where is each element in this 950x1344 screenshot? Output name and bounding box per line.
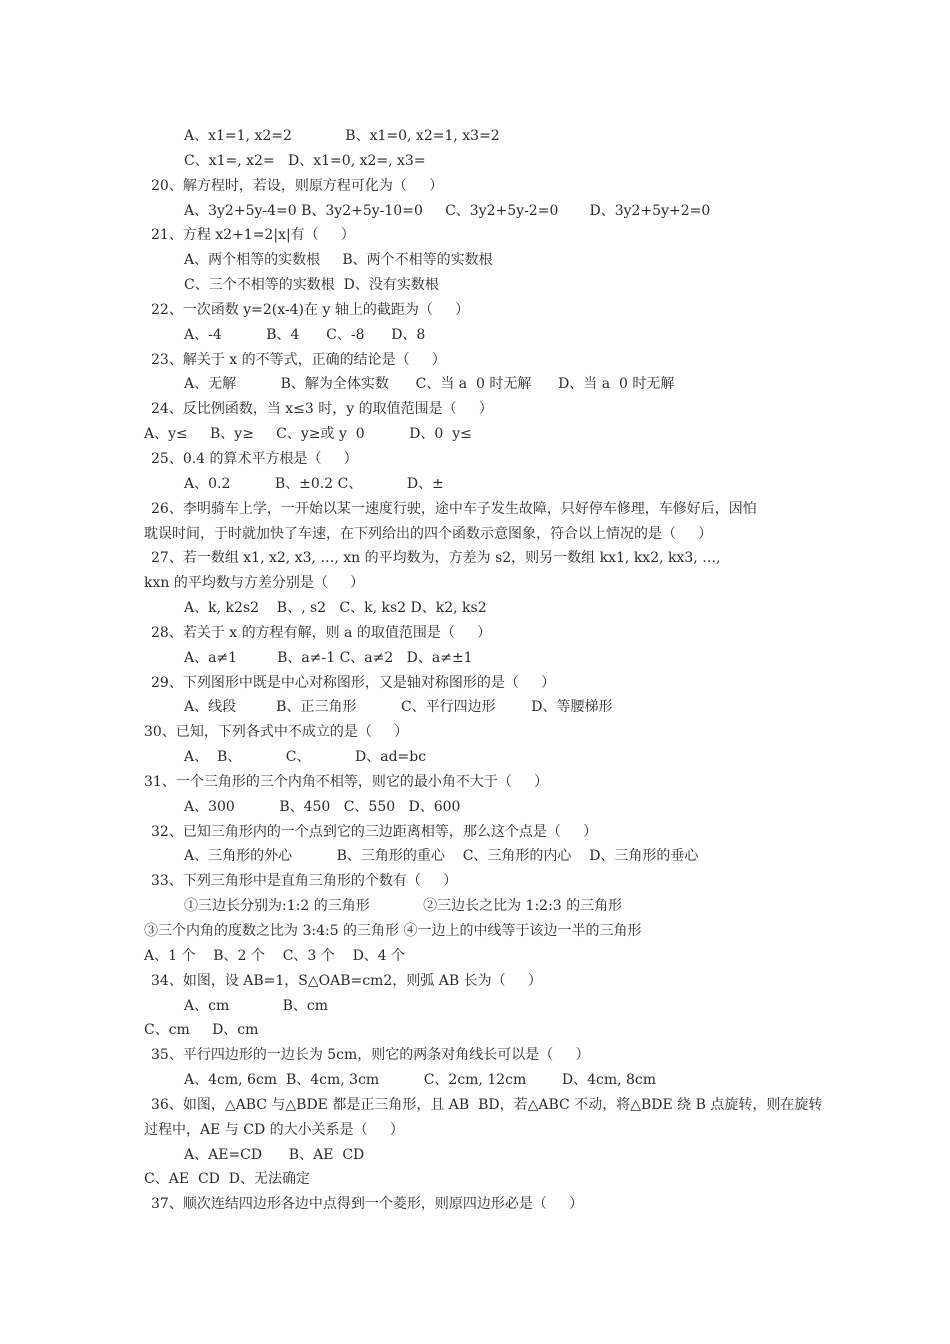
text-line: A、0.2 B、±0.2 C、 D、±	[184, 475, 444, 492]
text-line: A、4cm, 6cm B、4cm, 3cm C、2cm, 12cm D、4cm, 8cm	[184, 1072, 657, 1089]
text-line: A、AE=CD B、AE CD	[184, 1146, 365, 1163]
text-line: 28、若关于 x 的方程有解，则 a 的取值范围是（ ）	[151, 624, 492, 641]
document-body	[0, 124, 950, 1217]
text-line: C、x1=, x2= D、x1=0, x2=, x3=	[184, 152, 426, 169]
text-line: A、-4 B、4 C、-8 D、8	[184, 326, 426, 343]
text-line: A、k, k2s2 B、, s2 C、k, ks2 D、k2, ks2	[184, 600, 487, 617]
text-line: C、三个不相等的实数根 D、没有实数根	[184, 277, 439, 294]
text-line: ③三个内角的度数之比为 3:4:5 的三角形 ④一边上的中线等于该边一半的三角形	[144, 923, 642, 939]
text-line: 32、已知三角形内的一个点到它的三边距离相等，那么这个点是（ ）	[151, 823, 598, 840]
text-line: 23、解关于 x 的不等式，正确的结论是（ ）	[151, 351, 446, 368]
text-line: 20、解方程时，若设，则原方程可化为（ ）	[151, 177, 444, 194]
text-line: 36、如图，△ABC 与△BDE 都是正三角形，且 AB BD，若△ABC 不动，将△BDE 绕 B 点旋转，则在旋转	[151, 1096, 823, 1113]
text-line: 26、李明骑车上学，一开始以某一速度行驶，途中车子发生故障，只好停车修理，车修好后，因怕	[151, 500, 757, 517]
text-line: 21、方程 x2+1=2|x|有（ ）	[151, 227, 355, 244]
text-line: kxn 的平均数与方差分别是（ ）	[144, 575, 365, 592]
text-line: 33、下列三角形中是直角三角形的个数有（ ）	[151, 873, 458, 890]
text-line: A、x1=1, x2=2 B、x1=0, x2=1, x3=2	[184, 128, 500, 144]
text-line: 29、下列图形中既是中心对称图形，又是轴对称图形的是（ ）	[151, 674, 556, 691]
text-line: 过程中，AE 与 CD 的大小关系是（ ）	[144, 1121, 404, 1138]
text-line: C、cm D、cm	[144, 1022, 259, 1039]
text-line: 24、反比例函数，当 x≤3 时，y 的取值范围是（ ）	[151, 401, 493, 418]
text-line: A、cm B、cm	[184, 997, 329, 1014]
text-line: 耽误时间，于时就加快了车速，在下列给出的四个函数示意图象，符合以上情况的是（ ）	[144, 525, 713, 542]
text-line: A、y≤ B、y≥ C、y≥或 y 0 D、0 y≤	[144, 426, 472, 443]
text-line: A、三角形的外心 B、三角形的重心 C、三角形的内心 D、三角形的垂心	[184, 848, 699, 865]
text-line: A、无解 B、解为全体实数 C、当 a 0 时无解 D、当 a 0 时无解	[184, 376, 675, 393]
text-line: A、a≠1 B、a≠-1 C、a≠2 D、a≠±1	[184, 649, 473, 666]
text-line: A、300 B、450 C、550 D、600	[184, 798, 461, 815]
text-line: 37、顺次连结四边形各边中点得到一个菱形，则原四边形必是（ ）	[151, 1196, 584, 1213]
text-line: 30、已知，下列各式中不成立的是（ ）	[144, 724, 409, 741]
text-line: A、3y2+5y-4=0 B、3y2+5y-10=0 C、3y2+5y-2=0 D、3y2+5y+2=0	[184, 202, 711, 219]
text-line: A、1 个 B、2 个 C、3 个 D、4 个	[144, 947, 406, 964]
text-line: 35、平行四边形的一边长为 5cm，则它的两条对角线长可以是（ ）	[151, 1047, 590, 1064]
text-line: C、AE CD D、无法确定	[144, 1171, 311, 1188]
text-line: A、线段 B、正三角形 C、平行四边形 D、等腰梯形	[184, 699, 613, 716]
text-line: 25、0.4 的算术平方根是（ ）	[151, 450, 358, 467]
text-line: A、两个相等的实数根 B、两个不相等的实数根	[184, 252, 493, 269]
text-line: 31、一个三角形的三个内角不相等，则它的最小角不大于（ ）	[144, 773, 549, 790]
text-line: ①三边长分别为:1:2 的三角形 ②三边长之比为 1:2:3 的三角形	[184, 898, 623, 915]
text-line: 34、如图，设 AB=1，S△OAB=cm2，则弧 AB 长为（ ）	[151, 972, 542, 989]
text-line: A、 B、 C、 D、ad=bc	[184, 749, 427, 766]
text-line: 22、一次函数 y=2(x-4)在 y 轴上的截距为（ ）	[151, 301, 470, 318]
text-line: 27、若一数组 x1, x2, x3, …, xn 的平均数为，方差为 s2，则另一数组 kx1, kx2, kx3, …,	[151, 550, 721, 567]
